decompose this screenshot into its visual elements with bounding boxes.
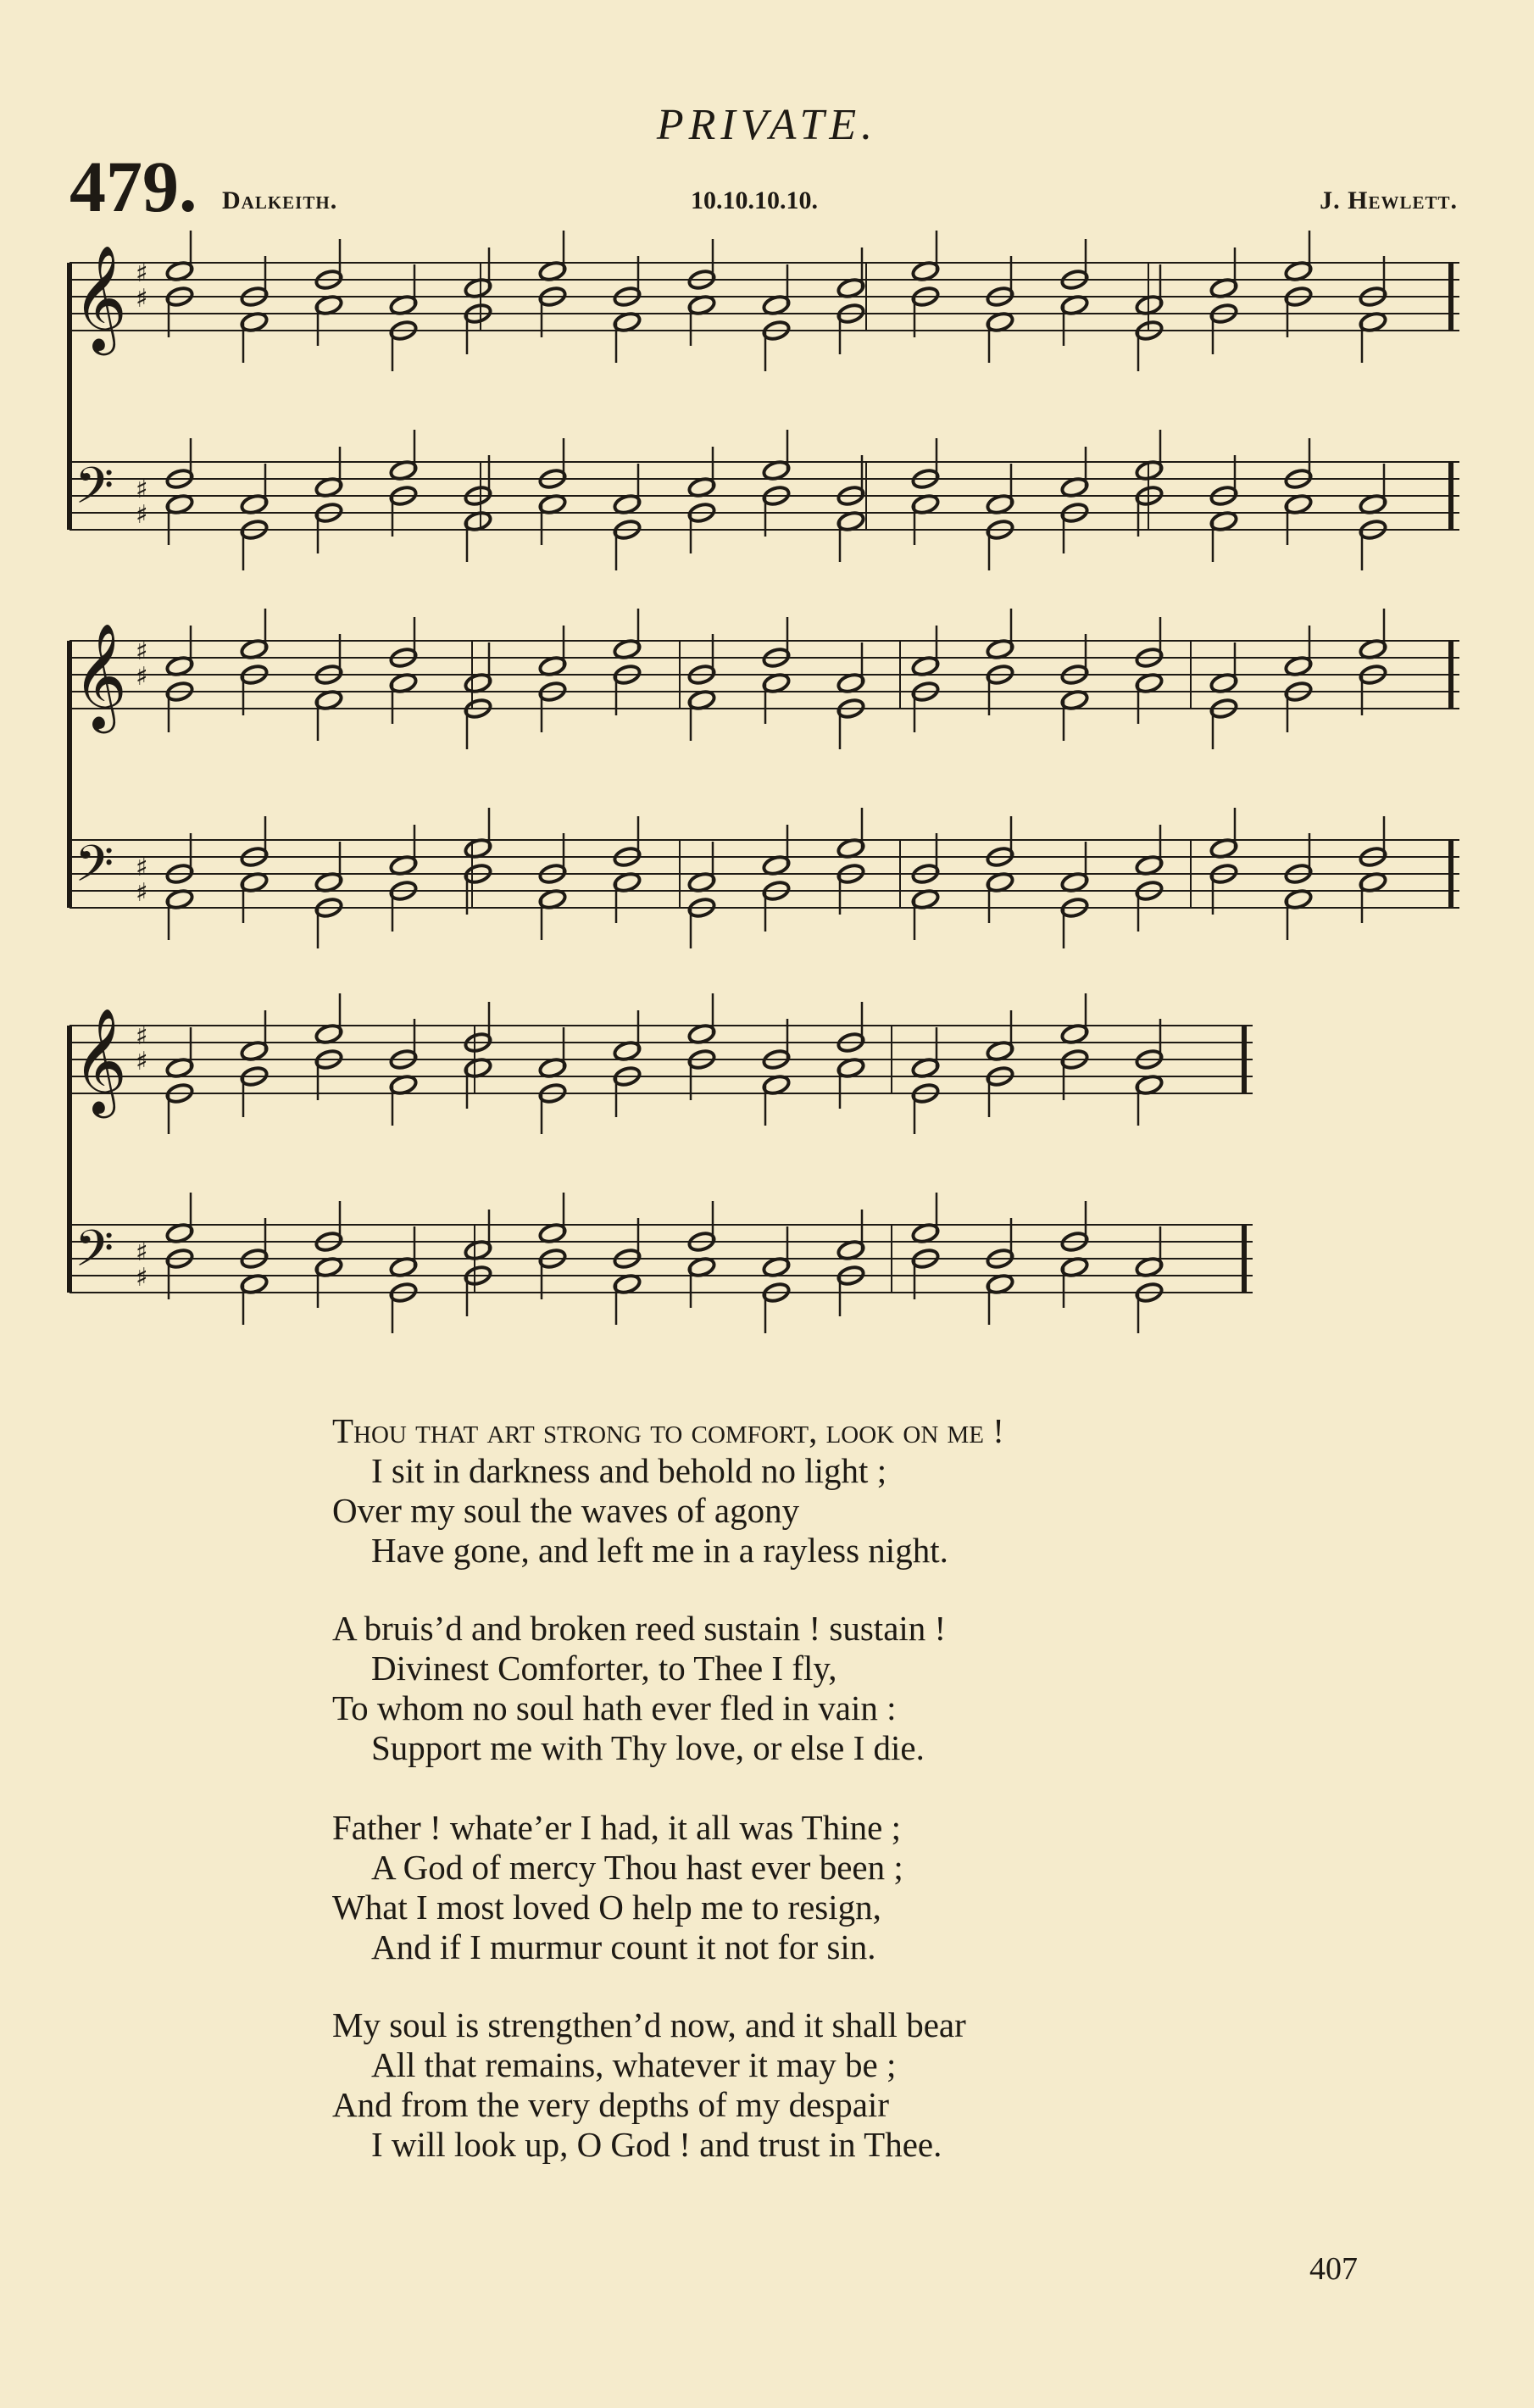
section-title: PRIVATE. (656, 101, 878, 149)
stanza-line: All that remains, whatever it may be ; (371, 2045, 897, 2084)
key-signature-sharp: ♯ (136, 284, 148, 314)
treble-clef: 𝄞 (73, 245, 127, 351)
stanza-line: Father ! whate’er I had, it all was Thine ; (332, 1808, 901, 1847)
composer: J. Hewlett. (1320, 186, 1458, 214)
stanza-line: And if I murmur count it not for sin. (371, 1927, 876, 1966)
stanza-3 (332, 1808, 903, 1967)
treble-clef: 𝄞 (73, 623, 127, 729)
stanza-4 (332, 2005, 966, 2165)
tune-name: Dalkeith. (222, 186, 338, 214)
key-signature-sharp: ♯ (136, 1021, 148, 1051)
meter: 10.10.10.10. (691, 186, 818, 214)
stanza-line: Thou that art strong to comfort, look on me ! (332, 1411, 1004, 1450)
stanza-line: Have gone, and left me in a rayless night. (371, 1531, 948, 1570)
stanza-line: And from the very depths of my despair (332, 2085, 889, 2124)
key-signature-sharp: ♯ (136, 1263, 148, 1293)
treble-clef: 𝄞 (73, 1008, 127, 1114)
stanza-line: What I most loved O help me to resign, (332, 1888, 881, 1927)
key-signature-sharp: ♯ (136, 500, 148, 530)
stanza-line: I will look up, O God ! and trust in Thee. (371, 2125, 942, 2164)
bass-clef: 𝄢 (75, 834, 114, 905)
key-signature-sharp: ♯ (136, 1237, 148, 1267)
hymn-number: 479. (69, 146, 197, 227)
bass-clef: 𝄢 (75, 456, 114, 527)
stanza-1 (332, 1411, 1004, 1571)
key-signature-sharp: ♯ (136, 853, 148, 882)
stanza-line: Support me with Thy love, or else I die. (371, 1728, 925, 1767)
stanza-line: My soul is strengthen’d now, and it shall bear (332, 2005, 966, 2044)
stanza-line: A God of mercy Thou hast ever been ; (371, 1848, 903, 1887)
key-signature-sharp: ♯ (136, 475, 148, 504)
stanza-line: Over my soul the waves of agony (332, 1491, 800, 1530)
key-signature-sharp: ♯ (136, 878, 148, 908)
key-signature-sharp: ♯ (136, 259, 148, 288)
stanza-line: To whom no soul hath ever fled in vain : (332, 1688, 897, 1727)
bass-clef: 𝄢 (75, 1219, 114, 1290)
key-signature-sharp: ♯ (136, 1047, 148, 1076)
page-number: 407 (1309, 2251, 1358, 2287)
stanza-line: I sit in darkness and behold no light ; (371, 1451, 887, 1490)
stanza-line: A bruis’d and broken reed sustain ! sustain ! (332, 1609, 947, 1648)
key-signature-sharp: ♯ (136, 637, 148, 666)
key-signature-sharp: ♯ (136, 662, 148, 692)
stanza-2 (332, 1609, 946, 1768)
stanza-line: Divinest Comforter, to Thee I fly, (371, 1649, 837, 1688)
